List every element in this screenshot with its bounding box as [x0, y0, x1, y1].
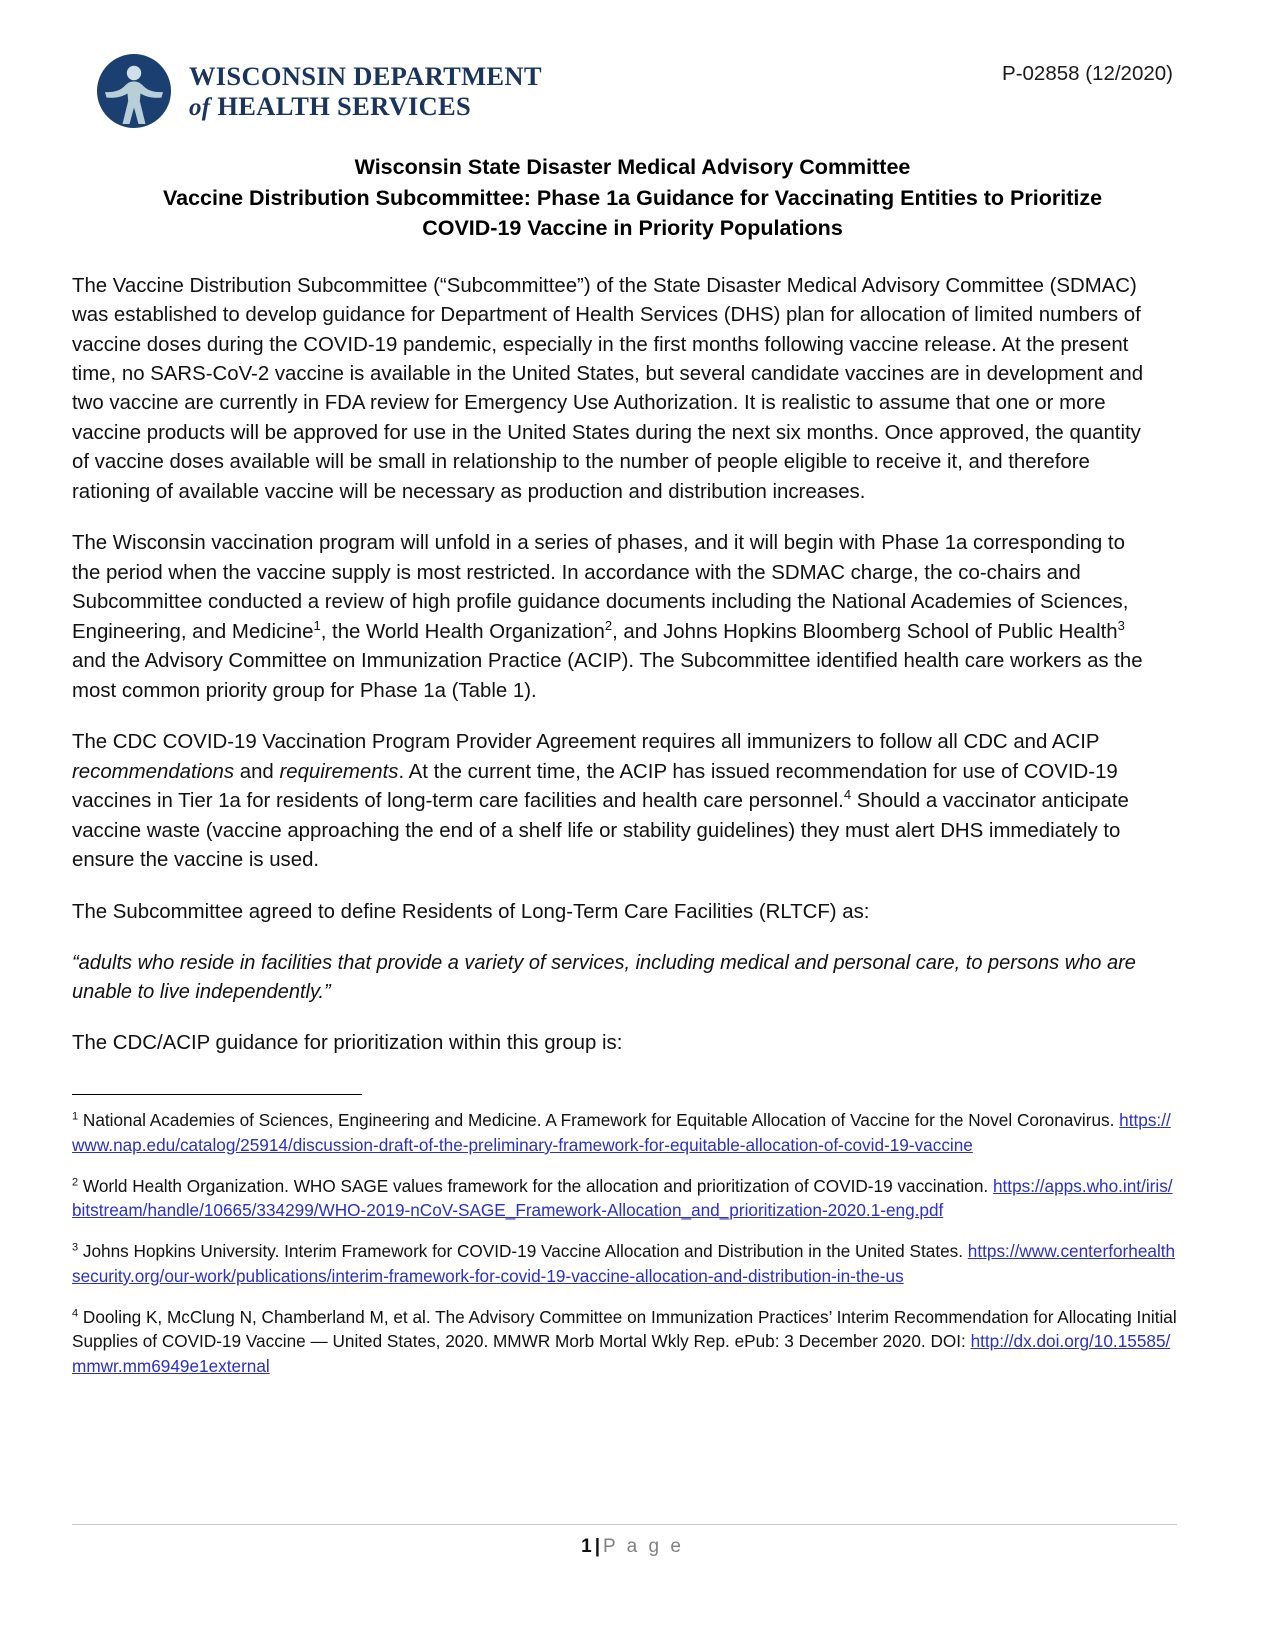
emphasis-requirements: requirements [279, 760, 399, 783]
paragraph-cdc-agreement [72, 728, 1157, 875]
footnote-4 [72, 1305, 1177, 1379]
footnote-2-link[interactable]: https://apps.who.int/iris/bitstream/handle/10665/334299/WHO-2019-nCoV-SAGE_Framework-Allocation_and_prioritization-2020.1-eng.pdf [72, 1175, 1173, 1221]
footnote-3-text: Johns Hopkins University. Interim Framework for COVID-19 Vaccine Allocation and Distribution in the United States. [82, 1241, 968, 1262]
footnote-separator-rule [72, 1094, 362, 1095]
paragraph-phases-part-d: and the Advisory Committee on Immunization Practice (ACIP). The Subcommittee identified health care workers as the most common priority group for Phase 1a (Table 1). [72, 650, 1143, 702]
title-line-2: Vaccine Distribution Subcommittee: Phase 1a Guidance for Vaccinating Entities to Prioritize [162, 185, 1103, 210]
footnote-ref-3[interactable]: 3 [1117, 618, 1125, 634]
footnote-3-link[interactable]: https://www.centerforhealthsecurity.org/our-work/publications/interim-framework-for-covid-19-vaccine-allocation-and-distribution-in-the-us [72, 1241, 1176, 1286]
footnote-1-text: National Academies of Sciences, Engineering and Medicine. A Framework for Equitable Allocation of Vaccine for the Novel Coronavirus. [82, 1110, 1120, 1130]
paragraph-intro: The Vaccine Distribution Subcommittee (“Subcommittee”) of the State Disaster Medical Advisory Committee (SDMAC) was established to develop guidance for Department of Health Services (DHS) plan for allocation of limited numbers of vaccine doses during the COVID-19 pandemic, especially in the first months following vaccine release. At the present time, no SARS-CoV-2 vaccine is available in the United States, but several candidate vaccines are in development and two vaccine are currently in FDA review for Emergency Use Authorization. It is realistic to assume that one or more vaccine products will be approved for use in the United States during the next six months. Once approved, the quantity of vaccine doses available will be small in relationship to the number of people eligible to receive it, and therefore rationing of available vaccine will be necessary as production and distribution increases. [72, 274, 1144, 503]
document-body [72, 272, 1157, 1059]
footer-divider [72, 1524, 1177, 1525]
footnote-2-marker: 2 [72, 1175, 79, 1188]
title-line-3: COVID-19 Vaccine in Priority Populations [422, 216, 843, 241]
paragraph-cdc-part-c: . At the current time, the ACIP has issued recommendation for use of COVID-19 vaccines in Tier 1a for residents of long-term care facilities and health care personnel. [72, 760, 1118, 813]
footnote-1-link[interactable]: https://www.nap.edu/catalog/25914/discussion-draft-of-the-preliminary-framework-for-equitable-allocation-of-covid-19-vaccine [72, 1110, 1171, 1155]
footnote-4-link[interactable]: http://dx.doi.org/10.15585/mmwr.mm6949e1external [72, 1331, 1171, 1377]
footnote-3-marker: 3 [72, 1241, 79, 1254]
footnote-2 [72, 1174, 1177, 1224]
footnote-2-text: World Health Organization. WHO SAGE values framework for the allocation and prioritization of COVID-19 vaccination. [82, 1175, 993, 1196]
page-footer [0, 1536, 1265, 1558]
footnote-ref-2[interactable]: 2 [604, 618, 613, 634]
paragraph-cdc-part-b: and [234, 760, 280, 783]
emphasis-recommendations: recommendations [72, 760, 235, 783]
paragraph-phases-part-a: The Wisconsin vaccination program will unfold in a series of phases, and it will begin with Phase 1a corresponding to the period when the vaccine supply is most restricted. In accordance with the SDMAC charge, the co-chairs and Subcommittee conducted a review of high profile guidance documents including the National Academies of Sciences, Engineering, and Medicine [72, 532, 1129, 643]
footer-separator: | [594, 1536, 601, 1557]
footnote-1 [72, 1108, 1177, 1158]
page-header [0, 0, 1265, 121]
footnote-4-marker: 4 [72, 1306, 79, 1319]
paragraph-phases-part-b: , the World Health Organization [320, 620, 605, 643]
footnote-ref-1[interactable]: 1 [313, 618, 321, 634]
footnotes-section [72, 1094, 1177, 1379]
footnote-ref-4[interactable]: 4 [843, 787, 852, 803]
paragraph-guidance-lead: The CDC/ACIP guidance for prioritization within this group is: [72, 1032, 623, 1055]
footer-page-number: 1 [581, 1536, 592, 1557]
logo-of-word: of [189, 93, 211, 121]
paragraph-phases-part-c: , and Johns Hopkins Bloomberg School of Public Health [612, 620, 1118, 643]
dhs-figure-logo-icon [95, 52, 173, 130]
footnote-3 [72, 1239, 1177, 1289]
footer-page-word: P a g e [603, 1536, 684, 1557]
logo-health-services: HEALTH SERVICES [217, 90, 472, 121]
paragraph-rltcf-definition-lead: The Subcommittee agreed to define Residents of Long-Term Care Facilities (RLTCF) as: [72, 900, 870, 923]
dhs-logo-text [189, 61, 542, 120]
blockquote-rltcf-definition: “adults who reside in facilities that provide a variety of services, including medical and personal care, to persons who are unable to live independently.” [72, 952, 1136, 1004]
footnote-4-text: Dooling K, McClung N, Chamberland M, et al. The Advisory Committee on Immunization Practices’ Interim Recommendation for Allocating Initial Supplies of COVID-19 Vaccine — United States, 2020. MMWR Morb Mortal Wkly Rep. ePub: 3 December 2020. DOI: [72, 1306, 1177, 1352]
title-line-1: Wisconsin State Disaster Medical Advisory Committee [354, 155, 911, 179]
logo-line-one: WISCONSIN DEPARTMENT [189, 61, 542, 92]
paragraph-phases [72, 529, 1157, 706]
document-title [95, 152, 1170, 244]
paragraph-cdc-part-a: The CDC COVID-19 Vaccination Program Provider Agreement requires all immunizers to follow all CDC and ACIP [72, 731, 1100, 754]
paragraph-cdc-part-d: Should a vaccinator anticipate vaccine waste (vaccine approaching the end of a shelf life or stability guidelines) they must alert DHS immediately to ensure the vaccine is used. [72, 790, 1129, 872]
footnote-1-marker: 1 [72, 1110, 79, 1123]
logo-line-two [189, 90, 542, 121]
publication-number: P-02858 (12/2020) [1002, 62, 1173, 85]
